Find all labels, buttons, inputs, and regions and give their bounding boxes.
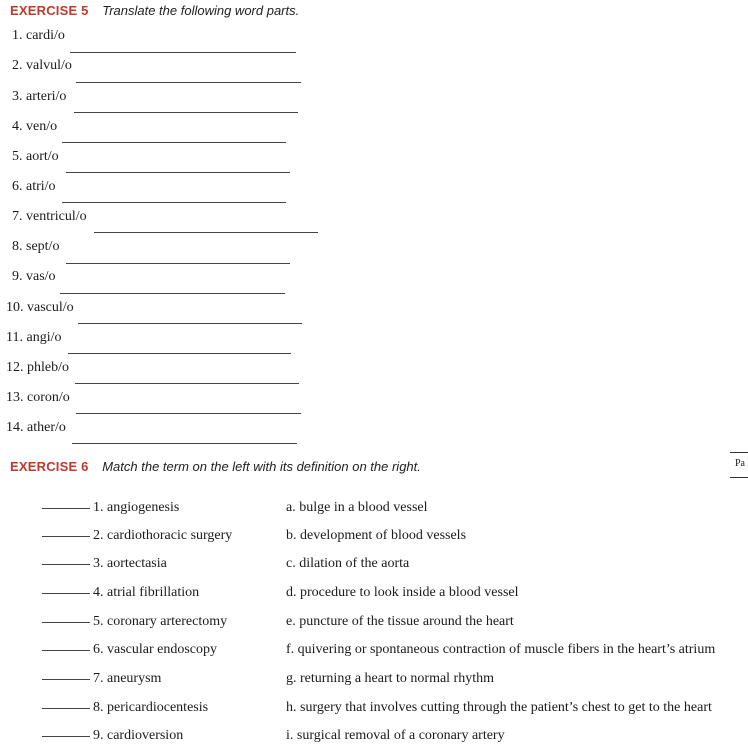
answer-line[interactable] bbox=[75, 383, 299, 384]
match-row bbox=[0, 614, 748, 642]
match-row bbox=[0, 500, 748, 528]
match-term: 6. vascular endoscopy bbox=[93, 642, 218, 657]
exercise6-header bbox=[10, 459, 421, 474]
answer-line[interactable] bbox=[94, 232, 318, 233]
match-term: 9. cardioversion bbox=[93, 728, 184, 743]
answer-line[interactable] bbox=[60, 293, 285, 294]
match-definition: c. dilation of the aorta bbox=[286, 556, 410, 571]
answer-line[interactable] bbox=[70, 52, 296, 53]
answer-line[interactable] bbox=[74, 112, 298, 113]
exercise5-instruction: Translate the following word parts. bbox=[102, 3, 300, 18]
answer-line[interactable] bbox=[62, 142, 286, 143]
answer-blank[interactable] bbox=[42, 736, 90, 737]
match-term: 4. atrial fibrillation bbox=[93, 585, 200, 600]
exercise6-instruction: Match the term on the left with its definition on the right. bbox=[102, 459, 421, 474]
match-row bbox=[0, 556, 748, 584]
match-row bbox=[0, 700, 748, 728]
match-definition: d. procedure to look inside a blood vessel bbox=[286, 585, 519, 600]
match-definition: b. development of blood vessels bbox=[286, 528, 467, 543]
match-definition: e. puncture of the tissue around the heart bbox=[286, 614, 514, 629]
match-row bbox=[0, 585, 748, 613]
match-definition: a. bulge in a blood vessel bbox=[286, 500, 428, 515]
answer-line[interactable] bbox=[68, 353, 291, 354]
match-row bbox=[0, 671, 748, 699]
answer-blank[interactable] bbox=[42, 508, 90, 509]
match-term: 2. cardiothoracic surgery bbox=[93, 528, 233, 543]
match-definition: h. surgery that involves cutting through the patient’s chest to get to the heart bbox=[286, 700, 712, 715]
exercise5-label: EXERCISE 5 bbox=[10, 3, 89, 18]
match-row bbox=[0, 642, 748, 670]
match-definition: f. quivering or spontaneous contraction of muscle fibers in the heart’s atrium bbox=[286, 642, 716, 657]
match-term: 7. aneurysm bbox=[93, 671, 162, 686]
exercise5-header bbox=[10, 3, 299, 18]
match-row bbox=[0, 728, 748, 756]
match-definition: g. returning a heart to normal rhythm bbox=[286, 671, 494, 686]
answer-blank[interactable] bbox=[42, 593, 90, 594]
answer-blank[interactable] bbox=[42, 564, 90, 565]
exercise6-label: EXERCISE 6 bbox=[10, 459, 89, 474]
answer-line[interactable] bbox=[66, 263, 290, 264]
match-term: 8. pericardiocentesis bbox=[93, 700, 209, 715]
match-definition: i. surgical removal of a coronary artery bbox=[286, 728, 505, 743]
answer-line[interactable] bbox=[78, 323, 302, 324]
match-term: 5. coronary arterectomy bbox=[93, 614, 228, 629]
answer-line[interactable] bbox=[72, 443, 297, 444]
answer-line[interactable] bbox=[66, 172, 290, 173]
answer-line[interactable] bbox=[62, 202, 286, 203]
answer-blank[interactable] bbox=[42, 708, 90, 709]
page-tab: Pa bbox=[730, 452, 748, 478]
answer-blank[interactable] bbox=[42, 536, 90, 537]
match-term: 3. aortectasia bbox=[93, 556, 167, 571]
answer-blank[interactable] bbox=[42, 650, 90, 651]
match-term: 1. angiogenesis bbox=[93, 500, 180, 515]
answer-blank[interactable] bbox=[42, 622, 90, 623]
answer-line[interactable] bbox=[76, 82, 301, 83]
answer-blank[interactable] bbox=[42, 679, 90, 680]
match-row bbox=[0, 528, 748, 556]
answer-line[interactable] bbox=[76, 413, 301, 414]
